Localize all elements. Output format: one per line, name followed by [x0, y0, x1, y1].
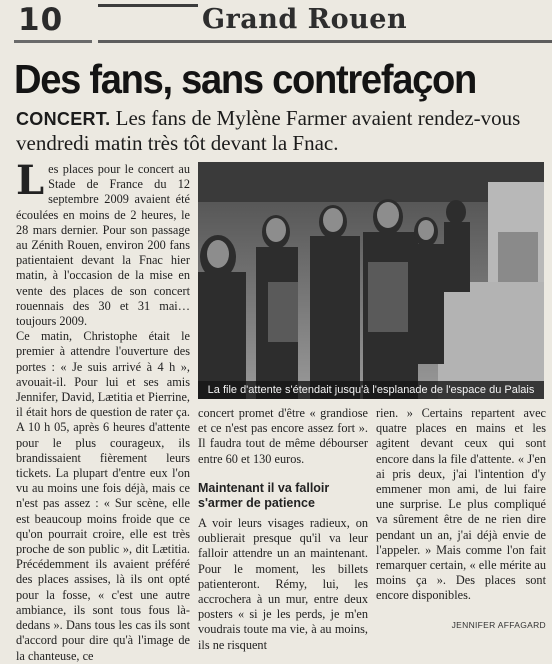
paragraph-3: concert promet d'être « grandiose et ce n'est pas encore assez fort ». Il faudra tout de même débourser entre 60 et 130 euros. — [198, 406, 368, 466]
header-top-rule — [98, 4, 198, 7]
article-subhead: Maintenant il va falloir s'armer de patience — [198, 481, 330, 510]
page-header — [12, 2, 552, 44]
paragraph-1: es places pour le concert au Stade de France du 12 septembre 2009 avaient été écoulées en moins de 2 heures, le 28 mars dernier. Pour son passage au Zénith Rouen, environ 200 fans patientaient devant la Fnac hier matin, à l'occasion de la mise en vente des places de son concert rouennais des 30 et 31 mai… toujours 2009. — [16, 162, 190, 329]
photo-caption: La file d'attente s'étendait jusqu'à l'esplanade de l'espace du Palais — [198, 381, 544, 399]
paragraph-4: A voir leurs visages radieux, on oublierait presque qu'il va leur falloir attendre un an maintenant. Pour le moment, les billets patienteront. Rémy, lui, les accrochera à un mur, entre deux posters « si je les perds, je m'en voudrais toute ma vie, à au moins, ils ne risquent — [198, 516, 368, 652]
article-lede — [16, 106, 546, 155]
lede-text: Les fans de Mylène Farmer avaient rendez-vous vendredi matin très tôt devant la Fnac. — [16, 106, 521, 155]
paragraph-5: rien. » Certains repartent avec quatre places en mains et les agitent devant ceux qui sont encore dans la file d'attente. « J'en ai pris deux, j'ai l'intention d'y emmener mon ami, de lui faire une surprise. Le plus compliqué va sûrement être de ne rien dire pendant un an, j'ai déjà envie de l'appeler. » Mais comme l'on fait remarquer certain, « elle mérite au moins ça ». Des places sont encore disponibles. — [376, 406, 546, 603]
article-column-2-top — [198, 406, 368, 467]
crowd-photo-illustration — [198, 162, 544, 399]
page-number-rule — [14, 40, 92, 43]
article-photo — [198, 162, 544, 399]
lede-kicker: CONCERT. — [16, 109, 111, 129]
article-column-3 — [376, 406, 546, 604]
page-number: 10 — [18, 2, 64, 38]
drop-cap: L — [16, 157, 45, 204]
header-rule — [98, 40, 552, 43]
paragraph-2: Ce matin, Christophe était le premier à attendre l'ouverture des portes : « Je suis arrivé à 4 h », avouait-il. Pour lui et ses amis Jennifer, David, Lætitia et Pierrine, il était hors de question de rater ça. A 10 h 05, après 6 heures d'attente pour le plus courageux, ils brandissaient fièrement leurs tickets. La plupart d'entre eux l'on vu au moins une fois déjà, mais ce n'est pas assez : « Sur scène, elle est beaucoup moins froide que ce qu'on pourrait croire, elle est très proche de son public », dit Lætitia. Précédemment ils avaient préféré des places assises, là ils ont opté pour la fosse, « c'est une autre ambiance, ils sont tous fous là-dedans ». Dans tous les cas ils sont d'accord pour dire qu'à l'image de la chanteuse, ce — [16, 329, 190, 663]
article-column-2-bottom — [198, 516, 368, 653]
article-column-1 — [16, 157, 190, 664]
article-headline: Des fans, sans contrefaçon — [14, 56, 477, 102]
article-byline: JENNIFER AFFAGARD — [451, 620, 546, 630]
section-title: Grand Rouen — [202, 4, 408, 35]
